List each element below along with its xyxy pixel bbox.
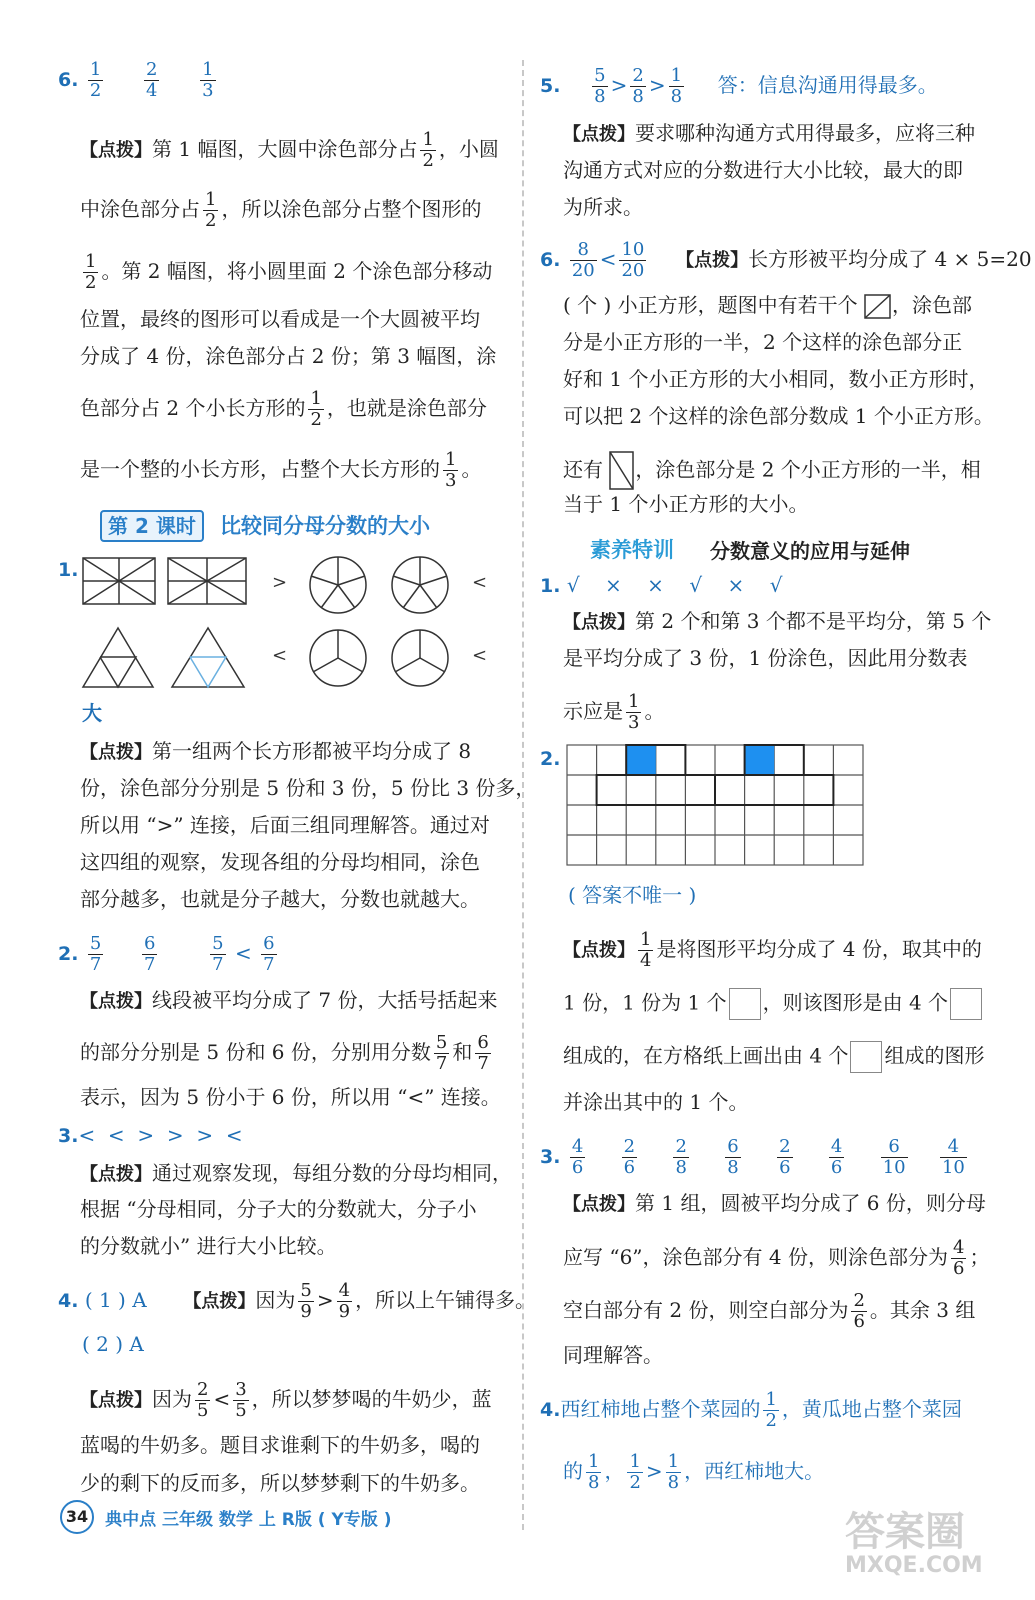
s2-grid <box>566 744 866 868</box>
fraction: $\frac{1}{2}$ <box>89 59 102 101</box>
watermark: 答案圈 MXQE.COM <box>845 1509 983 1578</box>
r-q6-answer: 6. $\frac{8}{20}$ < $\frac{10}{20}$ 【点拨】长方形被平均分成了 4 × 5=20 <box>540 239 1032 281</box>
circle-figure-4 <box>392 630 448 686</box>
q1-sign-4: < <box>472 645 488 666</box>
circle-figure-2 <box>392 557 448 613</box>
q1-sign-2: < <box>472 572 488 593</box>
rectangle-figure-2 <box>168 558 246 604</box>
square-icon <box>729 988 761 1020</box>
lesson-label: 第 2 课时 <box>100 510 204 542</box>
s4-answer-line1: 4.西红柿地占整个菜园的 $\frac{1}{2}$ ，黄瓜地占整个菜园 <box>540 1389 962 1431</box>
s2-note: ( 答案不唯一 ) <box>568 883 697 907</box>
half-rectangle-icon <box>609 451 635 491</box>
triangle-figure-2 <box>172 628 244 687</box>
s4-answer-line2: 的 $\frac{1}{8}$ ， $\frac{1}{2}$ > $\frac{1}{8}$ ，西红柿地大。 <box>563 1451 825 1493</box>
s1-answer: 1. √ × × √ × √ <box>540 573 783 597</box>
q1-answer: 大 <box>82 701 102 725</box>
s3-answer: 3. $\frac{4}{6}$ $\frac{2}{6}$ $\frac{2}{8}$ $\frac{6}{8}$ $\frac{2}{6}$ $\frac{4}{6}$ $\frac{6}{10}$ $\frac{4}{10}$ <box>540 1136 965 1178</box>
shaded-cell-1 <box>626 745 656 775</box>
special-subtitle: 分数意义的应用与延伸 <box>710 539 910 563</box>
r-q5-answer: 5. $\frac{5}{8}$ > $\frac{2}{8}$ > $\frac{1}{8}$ 答：信息沟通用得最多。 <box>540 65 938 107</box>
q4-answer-2: ( 2 ) A <box>82 1332 144 1356</box>
square-icon <box>950 988 982 1020</box>
q4-answer-1: 4. ( 1 ) A 【点拨】因为 $\frac{5}{9}$ > $\frac{4}{9}$ ，所以上午铺得多。 <box>58 1280 536 1322</box>
fraction: $\frac{1}{3}$ <box>202 59 214 101</box>
page-footer <box>60 1500 391 1534</box>
triangle-figure-1 <box>83 628 153 687</box>
special-title: 素养特训 <box>590 538 674 562</box>
q1-number: 1. <box>58 559 79 581</box>
q1-sign-3: < <box>272 645 288 666</box>
s2-number: 2. <box>540 748 561 770</box>
circle-figure-1 <box>310 557 366 613</box>
q1-figures <box>80 555 500 695</box>
page-number: 34 <box>60 1500 94 1534</box>
q2-answer: 2. $\frac{5}{7}$ $\frac{6}{7}$ $\frac{5}{7}$ < $\frac{6}{7}$ <box>58 933 275 975</box>
q6-answer: 6. $\frac{1}{2}$ $\frac{2}{4}$ $\frac{1}{3}$ <box>58 59 214 101</box>
half-square-icon <box>864 294 892 320</box>
rectangle-figure-1 <box>83 558 155 604</box>
q3-answer: 3.< < > > > < <box>58 1123 243 1147</box>
lesson-title: 比较同分母分数的大小 <box>220 514 430 538</box>
shaded-cell-2 <box>745 745 775 775</box>
circle-figure-3 <box>310 630 366 686</box>
square-icon <box>850 1041 882 1073</box>
fraction: $\frac{2}{4}$ <box>145 59 158 101</box>
book-title: 典中点 三年级 数学 上 R版 ( Y专版 ) <box>105 1510 392 1530</box>
q1-sign-1: > <box>272 572 288 593</box>
